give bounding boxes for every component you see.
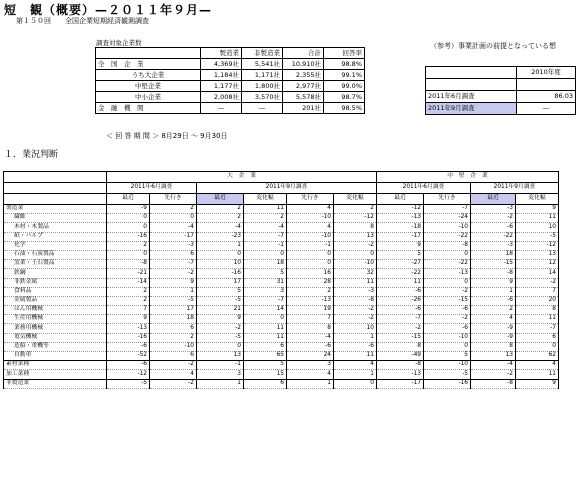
cell-value: -2: [150, 269, 197, 278]
cell-value: 2: [471, 306, 516, 315]
cell-value: -6: [424, 306, 471, 315]
cell-value: -14: [107, 278, 150, 287]
cell-value: -12: [334, 214, 377, 223]
cell-value: 18: [471, 250, 516, 259]
table-row: [4, 333, 559, 342]
cell-value: -3: [334, 287, 377, 296]
cell-value: 0: [334, 250, 377, 259]
cell-value: -17: [150, 232, 197, 241]
cell-value: -21: [107, 269, 150, 278]
section-heading: １．業況判断: [4, 150, 59, 160]
cell-value: -17: [377, 379, 424, 388]
cell-value: -13: [377, 370, 424, 379]
cell-value: -12: [377, 205, 424, 214]
cell-value: -6: [107, 361, 150, 370]
cell-value: -2: [334, 315, 377, 324]
row-label: 石油・石炭製品: [4, 250, 107, 259]
cell-value: -10: [424, 223, 471, 232]
cell-value: 11: [516, 315, 559, 324]
cell-value: 0: [334, 379, 377, 388]
cell-value: 31: [244, 278, 287, 287]
cell-value: 4: [287, 370, 334, 379]
cell-value: -2: [424, 315, 471, 324]
group-mid: 中 堅 企 業: [377, 172, 559, 183]
cell-value: -8: [471, 269, 516, 278]
cell-value: 9: [471, 278, 516, 287]
cell-value: 9: [150, 278, 197, 287]
cell-value: -8: [424, 241, 471, 250]
survey-header-cell: 非製造業: [242, 48, 283, 59]
row-label: 木材・木製品: [4, 223, 107, 232]
cell-value: 7: [287, 315, 334, 324]
row-label: 窯業・土石製品: [4, 260, 107, 269]
cell-value: 4: [334, 361, 377, 370]
cell-value: 18: [244, 260, 287, 269]
cell-value: 32: [334, 269, 377, 278]
cell-value: 11: [244, 324, 287, 333]
cell-value: 15: [244, 370, 287, 379]
cell-value: 12: [516, 260, 559, 269]
cell-value: 2: [107, 296, 150, 305]
cell-value: -7: [244, 232, 287, 241]
row-label: 鉄鋼: [4, 269, 107, 278]
cell-value: -52: [107, 352, 150, 361]
table-row: [4, 324, 559, 333]
cell-value: -6: [334, 342, 377, 351]
row-label: はん用機械: [4, 306, 107, 315]
cell-value: -1: [287, 241, 334, 250]
reference-note: （参考）事業計画の前提となっている想: [430, 42, 556, 50]
survey-row: 金 融 機 関 — — 201社 98.5%: [96, 103, 365, 114]
cell-value: 11: [377, 278, 424, 287]
cell-value: 6: [150, 352, 197, 361]
row-label: 繊維: [4, 214, 107, 223]
cell-value: 21: [197, 306, 244, 315]
cell-value: 3: [287, 361, 334, 370]
cell-value: 0: [197, 250, 244, 259]
cell-value: -10: [150, 342, 197, 351]
cell-value: 16: [287, 269, 334, 278]
cell-value: 4: [471, 315, 516, 324]
cell-value: -8: [377, 361, 424, 370]
cell-value: -10: [424, 333, 471, 342]
cell-value: 6: [150, 324, 197, 333]
cell-value: -2: [334, 306, 377, 315]
cell-value: 13: [471, 352, 516, 361]
cell-value: -6: [377, 306, 424, 315]
cell-value: -26: [377, 296, 424, 305]
cell-value: -22: [377, 269, 424, 278]
cell-value: 3: [244, 287, 287, 296]
business-conditions-table: 大 企 業 中 堅 企 業 2011年6月調査 2011年9月調査 2011年6月調査 2011年9月調査 最近 先行き 最近 変化幅 先行き 変化幅 最近 先行き 最近 変化幅 製造業 -9 2 2 11 4 2 -12 -7 -3 9 繊維 0 0 2 2 -10 -12 -13 -24 -2 11 木材・木製品 0 -4 -4 -4 4 8 -18 -10 -6 10 紙・パルプ -16 -17 -23 -7 -10 13 -17 -22 -22 -5 化学 2 -3 1 -1 -1 -2 9 -8 -3 -12 石油・石炭製品 0 6 0 0 0 0 5 0 18 13 窯業・土石製品 -8 -7 10 18 0 -10 -27 -22 -15 12 鉄鋼 -21 -2 -16 5 16 32 -22 -13 -8 14 非鉄金属 -14 9 17 31 28 11 11 0 9 -2 食料品 2 1 5 3 2 -3 -6 -2 1 7 金属製品 2 -5 -5 -7 -13 -8 -26 -15 -6 20 はん用機械 7 17 21 14 19 -2 -6 -6 2 8 生産用機械 9 18 9 0 7 -2 -7 -2 4 11 業務用機械 -13 6 -2 11 8 10 -2 -6 -9 -7 電気機械 -16 2 -5 11 -4 1 -15 -10 -9 6 造船・重機等 -6 -10 0 6 -6 -6 8 0 8 0 自動車 -52 6 13 65 24 11 -49 5 13 62 素材業種 -6 -2 -1 5 3 4 -8 -10 -4 4 加工業種 -12 4 3 15 4 1 -13 -5 -2 11 非製造業 -5 -2 1 6 1 0 -17 -16 -8 9: [3, 171, 559, 389]
cell-value: -6: [424, 324, 471, 333]
cell-value: 5: [244, 361, 287, 370]
cell-value: -2: [150, 361, 197, 370]
cell-value: 8: [287, 324, 334, 333]
cell-value: 1: [287, 379, 334, 388]
table-row: [4, 278, 559, 287]
response-period: ＜ 回 答 期 間 ＞ 8月29日 ～ 9月30日: [106, 132, 228, 140]
cell-value: 6: [244, 342, 287, 351]
cell-value: -10: [424, 361, 471, 370]
cell-value: -1: [244, 241, 287, 250]
cell-value: 2: [150, 333, 197, 342]
cell-value: 20: [516, 296, 559, 305]
cell-value: -22: [424, 260, 471, 269]
cell-value: -10: [334, 260, 377, 269]
cell-value: -3: [471, 241, 516, 250]
row-label: 化学: [4, 241, 107, 250]
cell-value: 11: [516, 214, 559, 223]
row-label: 金属製品: [4, 296, 107, 305]
row-label: 非鉄金属: [4, 278, 107, 287]
cell-value: 11: [334, 352, 377, 361]
survey-header-cell: 回答率: [324, 48, 365, 59]
cell-value: 2: [287, 287, 334, 296]
cell-value: 19: [287, 306, 334, 315]
cell-value: -5: [516, 232, 559, 241]
table-row: [4, 296, 559, 305]
cell-value: -10: [287, 214, 334, 223]
survey-header-cell: [96, 48, 201, 59]
cell-value: -2: [471, 214, 516, 223]
cell-value: 62: [516, 352, 559, 361]
cell-value: -7: [244, 296, 287, 305]
cell-value: -5: [107, 379, 150, 388]
row-label: 製造業: [4, 205, 107, 214]
table-row: [4, 232, 559, 241]
cell-value: -2: [377, 324, 424, 333]
cell-value: -7: [377, 315, 424, 324]
row-label: 自動車: [4, 352, 107, 361]
cell-value: 1: [197, 379, 244, 388]
table-row: [4, 260, 559, 269]
cell-value: -2: [471, 370, 516, 379]
cell-value: 1: [197, 241, 244, 250]
cell-value: 2: [244, 214, 287, 223]
survey-header-cell: 製造業: [201, 48, 242, 59]
cell-value: 65: [244, 352, 287, 361]
cell-value: -6: [471, 296, 516, 305]
cell-value: 7: [107, 306, 150, 315]
cell-value: -7: [424, 205, 471, 214]
cell-value: 24: [287, 352, 334, 361]
cell-value: 0: [424, 278, 471, 287]
cell-value: -16: [197, 269, 244, 278]
row-label: 非製造業: [4, 379, 107, 388]
cell-value: -22: [471, 232, 516, 241]
cell-value: 14: [244, 306, 287, 315]
cell-value: 2: [107, 287, 150, 296]
reference-table: [425, 66, 576, 115]
cell-value: -13: [377, 214, 424, 223]
cell-value: -9: [471, 324, 516, 333]
cell-value: -6: [107, 342, 150, 351]
cell-value: -16: [424, 379, 471, 388]
cell-value: -22: [424, 232, 471, 241]
row-label: 紙・パルプ: [4, 232, 107, 241]
cell-value: 0: [287, 260, 334, 269]
cell-value: 13: [334, 232, 377, 241]
table-row: [4, 241, 559, 250]
cell-value: 4: [287, 205, 334, 214]
cell-value: 1: [334, 370, 377, 379]
cell-value: -5: [424, 370, 471, 379]
cell-value: 0: [424, 342, 471, 351]
cell-value: -6: [287, 342, 334, 351]
cell-value: -49: [377, 352, 424, 361]
survey-row: 全 国 企 業 4,369社 5,541社 10,910社 98.8%: [96, 59, 365, 70]
cell-value: -15: [471, 260, 516, 269]
cell-value: -1: [197, 361, 244, 370]
row-label: 生産用機械: [4, 315, 107, 324]
cell-value: 9: [516, 379, 559, 388]
cell-value: -17: [377, 232, 424, 241]
survey-table: [95, 47, 365, 114]
cell-value: 8: [471, 342, 516, 351]
cell-value: -9: [471, 333, 516, 342]
cell-value: -5: [150, 296, 197, 305]
cell-value: 10: [197, 260, 244, 269]
table-row: [4, 361, 559, 370]
table-row: [4, 223, 559, 232]
cell-value: -23: [197, 232, 244, 241]
cell-value: 1: [150, 287, 197, 296]
cell-value: 5: [377, 250, 424, 259]
cell-value: 0: [150, 214, 197, 223]
cell-value: 10: [334, 324, 377, 333]
cell-value: -16: [107, 333, 150, 342]
cell-value: -4: [244, 223, 287, 232]
cell-value: -6: [377, 287, 424, 296]
cell-value: -8: [334, 296, 377, 305]
cell-value: 7: [516, 287, 559, 296]
cell-value: 0: [107, 214, 150, 223]
reference-row: 2011年6月調査 86.03: [426, 91, 576, 103]
cell-value: 0: [107, 223, 150, 232]
cell-value: -13: [107, 324, 150, 333]
cell-value: 9: [107, 315, 150, 324]
cell-value: -4: [197, 223, 244, 232]
cell-value: -7: [516, 324, 559, 333]
cell-value: 6: [516, 333, 559, 342]
cell-value: -3: [471, 205, 516, 214]
cell-value: 8: [334, 223, 377, 232]
table-row: [4, 306, 559, 315]
survey-row: 中小企業 2,008社 3,570社 5,578社 98.7%: [96, 92, 365, 103]
cell-value: 2: [197, 214, 244, 223]
cell-value: 0: [424, 250, 471, 259]
cell-value: 8: [516, 306, 559, 315]
cell-value: 9: [197, 315, 244, 324]
table-row: [4, 352, 559, 361]
cell-value: 11: [334, 278, 377, 287]
row-label: 加工業種: [4, 370, 107, 379]
cell-value: -5: [197, 333, 244, 342]
cell-value: 11: [244, 333, 287, 342]
table-row: [4, 269, 559, 278]
cell-value: -10: [287, 232, 334, 241]
table-row: [4, 205, 559, 214]
cell-value: 4: [287, 223, 334, 232]
cell-value: 1: [334, 333, 377, 342]
cell-value: 11: [244, 205, 287, 214]
cell-value: 4: [150, 370, 197, 379]
page-title: 短 観（概要）—２０１１年９月—: [4, 3, 213, 17]
table-row: [4, 287, 559, 296]
row-label: 電気機械: [4, 333, 107, 342]
cell-value: -27: [377, 260, 424, 269]
cell-value: -2: [424, 287, 471, 296]
cell-value: 17: [197, 278, 244, 287]
cell-value: -16: [107, 232, 150, 241]
cell-value: 0: [244, 315, 287, 324]
row-label: 食料品: [4, 287, 107, 296]
cell-value: -12: [107, 370, 150, 379]
cell-value: -2: [516, 278, 559, 287]
cell-value: 0: [197, 342, 244, 351]
cell-value: -4: [150, 223, 197, 232]
cell-value: -7: [150, 260, 197, 269]
cell-value: 6: [150, 250, 197, 259]
cell-value: 13: [516, 250, 559, 259]
cell-value: 0: [107, 250, 150, 259]
cell-value: 13: [197, 352, 244, 361]
group-large: 大 企 業: [107, 172, 377, 183]
cell-value: 9: [516, 205, 559, 214]
survey-row: うち大企業 1,184社 1,171社 2,355社 99.1%: [96, 70, 365, 81]
cell-value: 4: [516, 361, 559, 370]
cell-value: -2: [197, 324, 244, 333]
cell-value: -8: [471, 379, 516, 388]
cell-value: 5: [424, 352, 471, 361]
survey-label: 調査対象企業数: [96, 39, 142, 47]
cell-value: 2: [197, 205, 244, 214]
cell-value: 10: [516, 223, 559, 232]
row-label: 素材業種: [4, 361, 107, 370]
year-header: 2010年度: [517, 67, 576, 79]
cell-value: -5: [197, 296, 244, 305]
cell-value: 28: [287, 278, 334, 287]
cell-value: -4: [471, 361, 516, 370]
table-row: [4, 315, 559, 324]
cell-value: 14: [516, 269, 559, 278]
table-row: [4, 370, 559, 379]
cell-value: 9: [377, 241, 424, 250]
cell-value: -6: [471, 223, 516, 232]
cell-value: 2: [334, 205, 377, 214]
table-row: [4, 214, 559, 223]
cell-value: 1: [471, 287, 516, 296]
cell-value: 2: [107, 241, 150, 250]
cell-value: -15: [377, 333, 424, 342]
cell-value: 11: [516, 370, 559, 379]
survey-row: 中堅企業 1,177社 1,800社 2,977社 99.0%: [96, 81, 365, 92]
cell-value: 5: [197, 287, 244, 296]
table-row: [4, 342, 559, 351]
table-row: [4, 379, 559, 388]
cell-value: -12: [516, 241, 559, 250]
cell-value: -18: [377, 223, 424, 232]
cell-value: -15: [424, 296, 471, 305]
cell-value: -24: [424, 214, 471, 223]
cell-value: 0: [287, 250, 334, 259]
survey-header-cell: 合計: [283, 48, 324, 59]
cell-value: -13: [287, 296, 334, 305]
page-subtitle: 第１５０回 全国企業短期経済観測調査: [16, 17, 149, 25]
cell-value: 6: [244, 379, 287, 388]
cell-value: -8: [107, 260, 150, 269]
row-label: 造船・重機等: [4, 342, 107, 351]
cell-value: 2: [150, 205, 197, 214]
cell-value: 5: [244, 269, 287, 278]
row-label: 業務用機械: [4, 324, 107, 333]
cell-value: -2: [150, 379, 197, 388]
cell-value: 0: [244, 250, 287, 259]
cell-value: -4: [287, 333, 334, 342]
cell-value: 18: [150, 315, 197, 324]
cell-value: 0: [516, 342, 559, 351]
cell-value: 17: [150, 306, 197, 315]
cell-value: -13: [424, 269, 471, 278]
cell-value: -3: [150, 241, 197, 250]
cell-value: 8: [377, 342, 424, 351]
table-row: [4, 250, 559, 259]
cell-value: -2: [334, 241, 377, 250]
cell-value: -9: [107, 205, 150, 214]
cell-value: 3: [197, 370, 244, 379]
reference-row: 2011年9月調査 —: [426, 103, 576, 115]
